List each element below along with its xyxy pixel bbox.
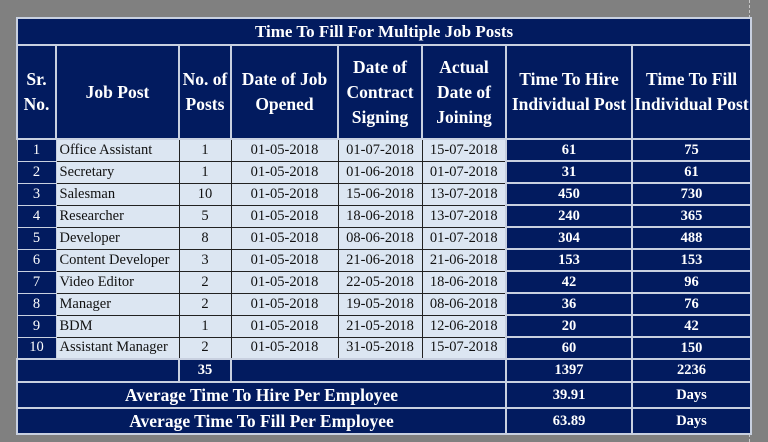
time-to-hire-cell[interactable]: 61 — [506, 139, 632, 161]
posts-cell[interactable]: 10 — [179, 183, 231, 205]
header-date-opened: Date of Job Opened — [231, 45, 338, 139]
job-post-cell[interactable]: Content Developer — [56, 249, 179, 271]
job-post-cell[interactable]: Secretary — [56, 161, 179, 183]
sr-cell[interactable]: 10 — [17, 337, 56, 359]
header-sr-no: Sr. No. — [17, 45, 56, 139]
date-contract-cell[interactable]: 15-06-2018 — [338, 183, 422, 205]
sr-cell[interactable]: 8 — [17, 293, 56, 315]
posts-cell[interactable]: 1 — [179, 315, 231, 337]
table-row — [17, 315, 751, 337]
avg-hire-value[interactable]: 39.91 — [506, 382, 632, 408]
date-contract-cell[interactable]: 22-05-2018 — [338, 271, 422, 293]
time-to-fill-cell[interactable]: 153 — [632, 249, 751, 271]
total-fill[interactable]: 2236 — [632, 359, 751, 382]
sr-cell[interactable]: 7 — [17, 271, 56, 293]
date-opened-cell[interactable]: 01-05-2018 — [231, 227, 338, 249]
job-post-cell[interactable]: Manager — [56, 293, 179, 315]
date-opened-cell[interactable]: 01-05-2018 — [231, 293, 338, 315]
date-joining-cell[interactable]: 08-06-2018 — [422, 293, 506, 315]
table-title: Time To Fill For Multiple Job Posts — [17, 18, 751, 45]
header-date-contract: Date of Contract Signing — [338, 45, 422, 139]
date-joining-cell[interactable]: 18-06-2018 — [422, 271, 506, 293]
table-row — [17, 249, 751, 271]
job-post-cell[interactable]: Developer — [56, 227, 179, 249]
sr-cell[interactable]: 4 — [17, 205, 56, 227]
time-to-fill-table — [16, 17, 752, 435]
date-opened-cell[interactable]: 01-05-2018 — [231, 271, 338, 293]
date-opened-cell[interactable]: 01-05-2018 — [231, 315, 338, 337]
date-contract-cell[interactable]: 08-06-2018 — [338, 227, 422, 249]
header-date-joining: Actual Date of Joining — [422, 45, 506, 139]
date-joining-cell[interactable]: 01-07-2018 — [422, 227, 506, 249]
time-to-fill-cell[interactable]: 96 — [632, 271, 751, 293]
header-job-post: Job Post — [56, 45, 179, 139]
avg-fill-value[interactable]: 63.89 — [506, 408, 632, 434]
table-row — [17, 183, 751, 205]
avg-fill-label: Average Time To Fill Per Employee — [17, 408, 506, 434]
date-joining-cell[interactable]: 15-07-2018 — [422, 139, 506, 161]
date-joining-cell[interactable]: 12-06-2018 — [422, 315, 506, 337]
job-post-cell[interactable]: Video Editor — [56, 271, 179, 293]
time-to-hire-cell[interactable]: 31 — [506, 161, 632, 183]
time-to-fill-cell[interactable]: 42 — [632, 315, 751, 337]
time-to-hire-cell[interactable]: 304 — [506, 227, 632, 249]
date-joining-cell[interactable]: 15-07-2018 — [422, 337, 506, 359]
avg-hire-unit: Days — [632, 382, 751, 408]
date-contract-cell[interactable]: 01-07-2018 — [338, 139, 422, 161]
time-to-fill-cell[interactable]: 61 — [632, 161, 751, 183]
date-contract-cell[interactable]: 18-06-2018 — [338, 205, 422, 227]
job-post-cell[interactable]: Salesman — [56, 183, 179, 205]
date-opened-cell[interactable]: 01-05-2018 — [231, 337, 338, 359]
date-opened-cell[interactable]: 01-05-2018 — [231, 249, 338, 271]
time-to-hire-cell[interactable]: 36 — [506, 293, 632, 315]
total-spacer-2 — [231, 359, 506, 382]
posts-cell[interactable]: 8 — [179, 227, 231, 249]
header-time-to-hire: Time To Hire Individual Post — [506, 45, 632, 139]
time-to-hire-cell[interactable]: 240 — [506, 205, 632, 227]
date-opened-cell[interactable]: 01-05-2018 — [231, 161, 338, 183]
sr-cell[interactable]: 1 — [17, 139, 56, 161]
table-row — [17, 337, 751, 359]
date-contract-cell[interactable]: 19-05-2018 — [338, 293, 422, 315]
date-contract-cell[interactable]: 31-05-2018 — [338, 337, 422, 359]
date-contract-cell[interactable]: 21-06-2018 — [338, 249, 422, 271]
table-row — [17, 227, 751, 249]
posts-cell[interactable]: 1 — [179, 139, 231, 161]
time-to-fill-cell[interactable]: 75 — [632, 139, 751, 161]
time-to-fill-cell[interactable]: 365 — [632, 205, 751, 227]
total-posts[interactable]: 35 — [179, 359, 231, 382]
time-to-fill-cell[interactable]: 76 — [632, 293, 751, 315]
time-to-hire-cell[interactable]: 60 — [506, 337, 632, 359]
table-row — [17, 139, 751, 161]
job-post-cell[interactable]: Assistant Manager — [56, 337, 179, 359]
date-joining-cell[interactable]: 13-07-2018 — [422, 183, 506, 205]
time-to-fill-cell[interactable]: 150 — [632, 337, 751, 359]
header-no-of-posts: No. of Posts — [179, 45, 231, 139]
time-to-fill-cell[interactable]: 488 — [632, 227, 751, 249]
table-row — [17, 293, 751, 315]
job-post-cell[interactable]: Office Assistant — [56, 139, 179, 161]
posts-cell[interactable]: 5 — [179, 205, 231, 227]
posts-cell[interactable]: 3 — [179, 249, 231, 271]
job-post-cell[interactable]: BDM — [56, 315, 179, 337]
posts-cell[interactable]: 2 — [179, 337, 231, 359]
date-joining-cell[interactable]: 21-06-2018 — [422, 249, 506, 271]
date-contract-cell[interactable]: 01-06-2018 — [338, 161, 422, 183]
table-row — [17, 161, 751, 183]
job-post-cell[interactable]: Researcher — [56, 205, 179, 227]
date-opened-cell[interactable]: 01-05-2018 — [231, 139, 338, 161]
time-to-hire-cell[interactable]: 450 — [506, 183, 632, 205]
header-time-to-fill: Time To Fill Individual Post — [632, 45, 751, 139]
time-to-fill-cell[interactable]: 730 — [632, 183, 751, 205]
avg-hire-label: Average Time To Hire Per Employee — [17, 382, 506, 408]
posts-cell[interactable]: 1 — [179, 161, 231, 183]
table-row — [17, 205, 751, 227]
time-to-hire-cell[interactable]: 42 — [506, 271, 632, 293]
date-contract-cell[interactable]: 21-05-2018 — [338, 315, 422, 337]
sr-cell[interactable]: 9 — [17, 315, 56, 337]
date-opened-cell[interactable]: 01-05-2018 — [231, 205, 338, 227]
total-hire[interactable]: 1397 — [506, 359, 632, 382]
date-opened-cell[interactable]: 01-05-2018 — [231, 183, 338, 205]
sr-cell[interactable]: 3 — [17, 183, 56, 205]
date-joining-cell[interactable]: 01-07-2018 — [422, 161, 506, 183]
avg-fill-unit: Days — [632, 408, 751, 434]
table-row — [17, 271, 751, 293]
date-joining-cell[interactable]: 13-07-2018 — [422, 205, 506, 227]
posts-cell[interactable]: 2 — [179, 293, 231, 315]
time-to-hire-cell[interactable]: 20 — [506, 315, 632, 337]
sr-cell[interactable]: 6 — [17, 249, 56, 271]
sr-cell[interactable]: 2 — [17, 161, 56, 183]
sr-cell[interactable]: 5 — [17, 227, 56, 249]
time-to-hire-cell[interactable]: 153 — [506, 249, 632, 271]
posts-cell[interactable]: 2 — [179, 271, 231, 293]
total-spacer — [17, 359, 179, 382]
